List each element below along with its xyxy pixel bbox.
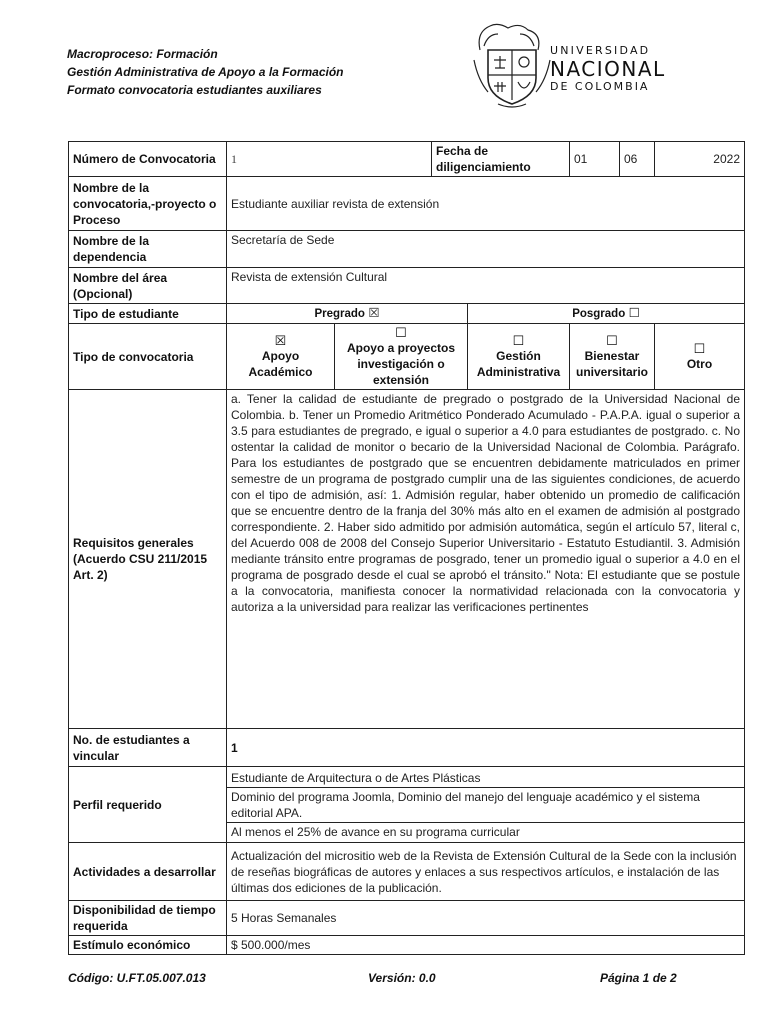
posgrado-option: [468, 304, 745, 324]
estimulo-value: $ 500.000/mes: [227, 936, 745, 955]
conv-option-otro: [655, 324, 745, 390]
numero-label: Número de Convocatoria: [69, 142, 227, 177]
nombre-conv-value: Estudiante auxiliar revista de extensión: [227, 177, 745, 231]
nombre-conv-label: Nombre de la convocatoria,-proyecto o Proceso: [69, 177, 227, 231]
conv-option-label: Apoyo a proyectos investigación o extensión: [346, 340, 456, 387]
wordmark-de-colombia: DE COLOMBIA: [550, 80, 650, 93]
perfil-list: [227, 767, 745, 843]
conv-option-label: Apoyo Académico: [248, 348, 313, 379]
row-numero-convocatoria: [69, 142, 745, 177]
pregrado-label: Pregrado: [314, 308, 365, 320]
convocatoria-form-table: [68, 141, 745, 955]
actividades-label: Actividades a desarrollar: [69, 843, 227, 901]
perfil-item: Estudiante de Arquitectura o de Artes Plásticas: [227, 769, 744, 788]
row-perfil: [69, 767, 745, 843]
conv-option-gestion-administrativa: [468, 324, 570, 390]
posgrado-label: Posgrado: [572, 308, 626, 320]
row-nombre-convocatoria: [69, 177, 745, 231]
row-tipo-convocatoria: [69, 324, 745, 390]
row-dependencia: [69, 231, 745, 268]
pregrado-option: [227, 304, 468, 324]
dependencia-label: Nombre de la dependencia: [69, 231, 227, 268]
tipo-est-label: Tipo de estudiante: [69, 304, 227, 324]
conv-option-label: Otro: [686, 356, 713, 371]
numero-value: 1: [227, 142, 432, 177]
wordmark-universidad: UNIVERSIDAD: [550, 44, 651, 57]
actividades-value: Actualización del micrositio web de la Revista de Extensión Cultural de la Sede con la inclusión de reseñas biográficas de autores y enlaces a sus respectivos artículos, e instalación de las últimas dos ediciones de la publicación.: [227, 843, 745, 901]
footer-version: Versión: 0.0: [368, 971, 436, 985]
conv-option-label: Gestión Administrativa: [476, 348, 561, 379]
conv-option-bienestar: [570, 324, 655, 390]
row-numero-estudiantes: [69, 729, 745, 767]
row-actividades: [69, 843, 745, 901]
conv-option-apoyo-proyectos: [335, 324, 468, 390]
checkbox-icon: ☐: [512, 332, 525, 348]
area-value: Revista de extensión Cultural: [227, 268, 745, 304]
requisitos-value: a. Tener la calidad de estudiante de pregrado o postgrado de la Universidad Nacional de Colombia. b. Tener un Promedio Aritmético Ponderado Acumulado - P.A.P.A. igual o superior a 3.5 para estudiantes de pregrado, e igual o superior a 4.0 para estudiantes de postgrado. c. No ostentar la calidad de monitor o becario de la Universidad Nacional de Colombia. Parágrafo. Para los estudiantes de postgrado que se encuentren debidamente matriculados en primer semestre de un programa de postgrado cumplir una de las siguientes condiciones, de acuerdo con el tipo de admisión, así: 1. Admisión regular, haber obtenido un promedio de calificación que se encuentre dentro de la franja del 30% más alto en el examen de admisión al postgrado correspondiente. 2. Haber sido admitido por admisión automática, según el artículo 57, literal c, del Acuerdo 008 de 2008 del Consejo Superior Universitario - Estatuto Estudiantil. 3. Admisión mediante tránsito entre programas de posgrado, tener un promedio igual o superior a 4.0 en el programa de posgrado desde el cual se aprobó el tránsito." Nota: El estudiante que se postule a la convocatoria, manifiesta conocer la normatividad relacionada con la convocatoria y autoriza a la universidad para realizar las verificaciones pertinentes: [227, 390, 745, 729]
estimulo-label: Estímulo económico: [69, 936, 227, 955]
fecha-anio: 2022: [655, 142, 745, 177]
num-est-value: 1: [227, 729, 745, 767]
fecha-mes: 06: [620, 142, 655, 177]
header-gestion: Gestión Administrativa de Apoyo a la Formación: [67, 65, 344, 79]
university-wordmark: [550, 44, 666, 93]
row-requisitos: [69, 390, 745, 729]
num-est-label: No. de estudiantes a vincular: [69, 729, 227, 767]
disponibilidad-label: Disponibilidad de tiempo requerida: [69, 901, 227, 936]
checkbox-icon: ☐: [693, 340, 706, 356]
fecha-label: Fecha de diligenciamiento: [432, 142, 570, 177]
header-formato: Formato convocatoria estudiantes auxiliares: [67, 83, 322, 97]
row-area: [69, 268, 745, 304]
area-label: Nombre del área (Opcional): [69, 268, 227, 304]
perfil-item: Al menos el 25% de avance en su programa curricular: [231, 824, 520, 839]
disponibilidad-value: 5 Horas Semanales: [227, 901, 745, 936]
row-estimulo: [69, 936, 745, 955]
wordmark-nacional: NACIONAL: [550, 57, 666, 81]
posgrado-checkbox-icon: ☐: [628, 306, 640, 320]
row-disponibilidad: [69, 901, 745, 936]
dependencia-value: Secretaría de Sede: [227, 231, 745, 268]
perfil-item: Dominio del programa Joomla, Dominio del manejo del lenguaje académico y el sistema editorial APA.: [227, 788, 744, 823]
row-tipo-estudiante: [69, 304, 745, 324]
document-header: [67, 45, 344, 99]
perfil-label: Perfil requerido: [69, 767, 227, 843]
tipo-conv-label: Tipo de convocatoria: [69, 324, 227, 390]
checkbox-icon: ☐: [606, 332, 618, 348]
pregrado-checkbox-icon: ☒: [368, 306, 380, 320]
header-macroproceso: Macroproceso: Formación: [67, 47, 218, 61]
checkbox-icon: ☒: [274, 332, 287, 348]
footer-codigo: Código: U.FT.05.007.013: [68, 971, 206, 985]
checkbox-icon: ☐: [395, 324, 407, 340]
conv-option-apoyo-academico: [227, 324, 335, 390]
footer-pagina: Página 1 de 2: [600, 971, 677, 985]
requisitos-label: Requisitos generales (Acuerdo CSU 211/2015 Art. 2): [69, 390, 227, 729]
fecha-dia: 01: [570, 142, 620, 177]
conv-option-label: Bienestar universitario: [575, 348, 649, 379]
